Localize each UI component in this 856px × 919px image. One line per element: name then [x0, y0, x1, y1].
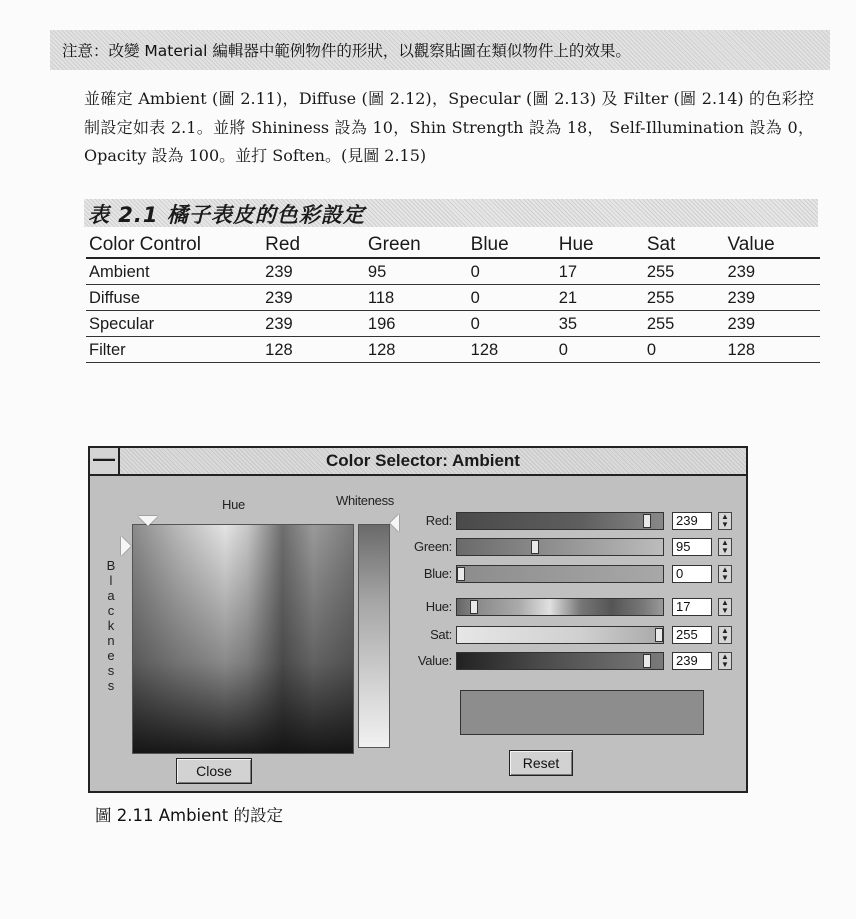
- spin-up-icon[interactable]: ▲: [721, 652, 729, 661]
- table-cell: 95: [365, 258, 468, 285]
- table-cell: 128: [725, 337, 820, 363]
- spin-up-icon[interactable]: ▲: [721, 565, 729, 574]
- slider-thumb[interactable]: [643, 654, 651, 668]
- table-cell: 239: [262, 285, 365, 311]
- table-cell: 255: [644, 258, 725, 285]
- sat-spinner-icon[interactable]: [718, 626, 732, 644]
- slider-thumb[interactable]: [655, 628, 663, 642]
- spin-up-icon[interactable]: ▲: [721, 598, 729, 607]
- sat-slider[interactable]: [456, 626, 664, 644]
- table-row: [86, 311, 820, 337]
- hue-blackness-picker[interactable]: [132, 524, 354, 754]
- table-cell: 0: [468, 311, 556, 337]
- green-value-field[interactable]: 95: [672, 538, 712, 556]
- spin-down-icon[interactable]: ▼: [721, 606, 729, 615]
- table-row: [86, 337, 820, 363]
- sat-value-field[interactable]: 255: [672, 626, 712, 644]
- red-slider[interactable]: [456, 512, 664, 530]
- red-slider-label: Red:: [425, 513, 452, 528]
- table-cell: 255: [644, 311, 725, 337]
- table-cell: 17: [556, 258, 644, 285]
- blackness-marker-icon[interactable]: [121, 536, 131, 556]
- spin-down-icon[interactable]: ▼: [721, 573, 729, 582]
- green-slider[interactable]: [456, 538, 664, 556]
- table-cell: 35: [556, 311, 644, 337]
- col-header: Blue: [468, 232, 556, 258]
- color-preview-swatch: [460, 690, 704, 735]
- spin-up-icon[interactable]: ▲: [721, 512, 729, 521]
- spin-down-icon[interactable]: ▼: [721, 520, 729, 529]
- system-menu-icon[interactable]: —: [90, 448, 120, 474]
- table-cell: 239: [725, 285, 820, 311]
- figure-caption: 圖 2.11 Ambient 的設定: [95, 806, 283, 825]
- hue-slider[interactable]: [456, 598, 664, 616]
- table-cell: 118: [365, 285, 468, 311]
- color-settings-table: [86, 232, 820, 363]
- table-cell: 239: [262, 258, 365, 285]
- dialog-titlebar[interactable]: [90, 448, 746, 476]
- spin-down-icon[interactable]: ▼: [721, 660, 729, 669]
- green-spinner-icon[interactable]: [718, 538, 732, 556]
- table-cell: 128: [365, 337, 468, 363]
- hue-slider-label: Hue:: [425, 599, 452, 614]
- hue-spinner-icon[interactable]: [718, 598, 732, 616]
- spin-up-icon[interactable]: ▲: [721, 538, 729, 547]
- slider-thumb[interactable]: [470, 600, 478, 614]
- whiteness-label: Whiteness: [336, 493, 394, 508]
- table-cell: Ambient: [86, 258, 262, 285]
- table-cell: 128: [468, 337, 556, 363]
- red-spinner-icon[interactable]: [718, 512, 732, 530]
- value-slider-label: Value:: [417, 653, 452, 668]
- table-cell: 239: [262, 311, 365, 337]
- value-slider[interactable]: [456, 652, 664, 670]
- table-cell: 21: [556, 285, 644, 311]
- red-value-field[interactable]: 239: [672, 512, 712, 530]
- spin-up-icon[interactable]: ▲: [721, 626, 729, 635]
- blue-value-field[interactable]: 0: [672, 565, 712, 583]
- table-cell: Specular: [86, 311, 262, 337]
- whiteness-bar[interactable]: [358, 524, 390, 748]
- hue-value-field[interactable]: 17: [672, 598, 712, 616]
- spin-down-icon[interactable]: ▼: [721, 546, 729, 555]
- table-cell: 128: [262, 337, 365, 363]
- table-cell: 196: [365, 311, 468, 337]
- dialog-title: Color Selector: Ambient: [326, 451, 520, 470]
- green-slider-label: Green:: [414, 539, 452, 554]
- blue-slider-label: Blue:: [423, 566, 452, 581]
- close-button[interactable]: Close: [176, 758, 252, 784]
- table-cell: 255: [644, 285, 725, 311]
- hue-marker-icon[interactable]: [138, 516, 158, 526]
- col-header: Value: [725, 232, 820, 258]
- value-value-field[interactable]: 239: [672, 652, 712, 670]
- col-header: Hue: [556, 232, 644, 258]
- col-header: Color Control: [86, 232, 262, 258]
- table-cell: Diffuse: [86, 285, 262, 311]
- hue-label: Hue: [222, 497, 245, 512]
- blue-slider[interactable]: [456, 565, 664, 583]
- col-header: Red: [262, 232, 365, 258]
- slider-thumb[interactable]: [531, 540, 539, 554]
- table-row: [86, 285, 820, 311]
- sat-slider-label: Sat:: [430, 627, 452, 642]
- table-row: [86, 258, 820, 285]
- slider-thumb[interactable]: [643, 514, 651, 528]
- blue-spinner-icon[interactable]: [718, 565, 732, 583]
- table-cell: 0: [556, 337, 644, 363]
- col-header: Green: [365, 232, 468, 258]
- blackness-label: B l a c k n e s s: [106, 558, 116, 693]
- col-header: Sat: [644, 232, 725, 258]
- reset-button[interactable]: [509, 750, 573, 776]
- table-cell: 239: [725, 258, 820, 285]
- table-header-row: [86, 232, 820, 258]
- table-cell: 239: [725, 311, 820, 337]
- table-title: 表 2.1 橘子表皮的色彩設定: [88, 203, 365, 227]
- note-banner: 注意：改變 Material 編輯器中範例物件的形狀，以觀察貼圖在類似物件上的效果。: [50, 30, 830, 70]
- table-cell: Filter: [86, 337, 262, 363]
- spin-down-icon[interactable]: ▼: [721, 634, 729, 643]
- value-spinner-icon[interactable]: [718, 652, 732, 670]
- color-selector-dialog: [88, 446, 748, 793]
- table-cell: 0: [644, 337, 725, 363]
- body-paragraph: 並確定 Ambient (圖 2.11)，Diffuse (圖 2.12)，Specular (圖 2.13) 及 Filter (圖 2.14) 的色彩控制設定如表 2.1。並將 Shininess 設為 10，Shin Strength 設為 18， Self-Illumination 設為 0，Opacity 設為 100。並打 Soften。(見圖 2.15): [84, 89, 814, 165]
- table-cell: 0: [468, 285, 556, 311]
- reset-label: Reset: [522, 755, 560, 771]
- table-cell: 0: [468, 258, 556, 285]
- slider-thumb[interactable]: [457, 567, 465, 581]
